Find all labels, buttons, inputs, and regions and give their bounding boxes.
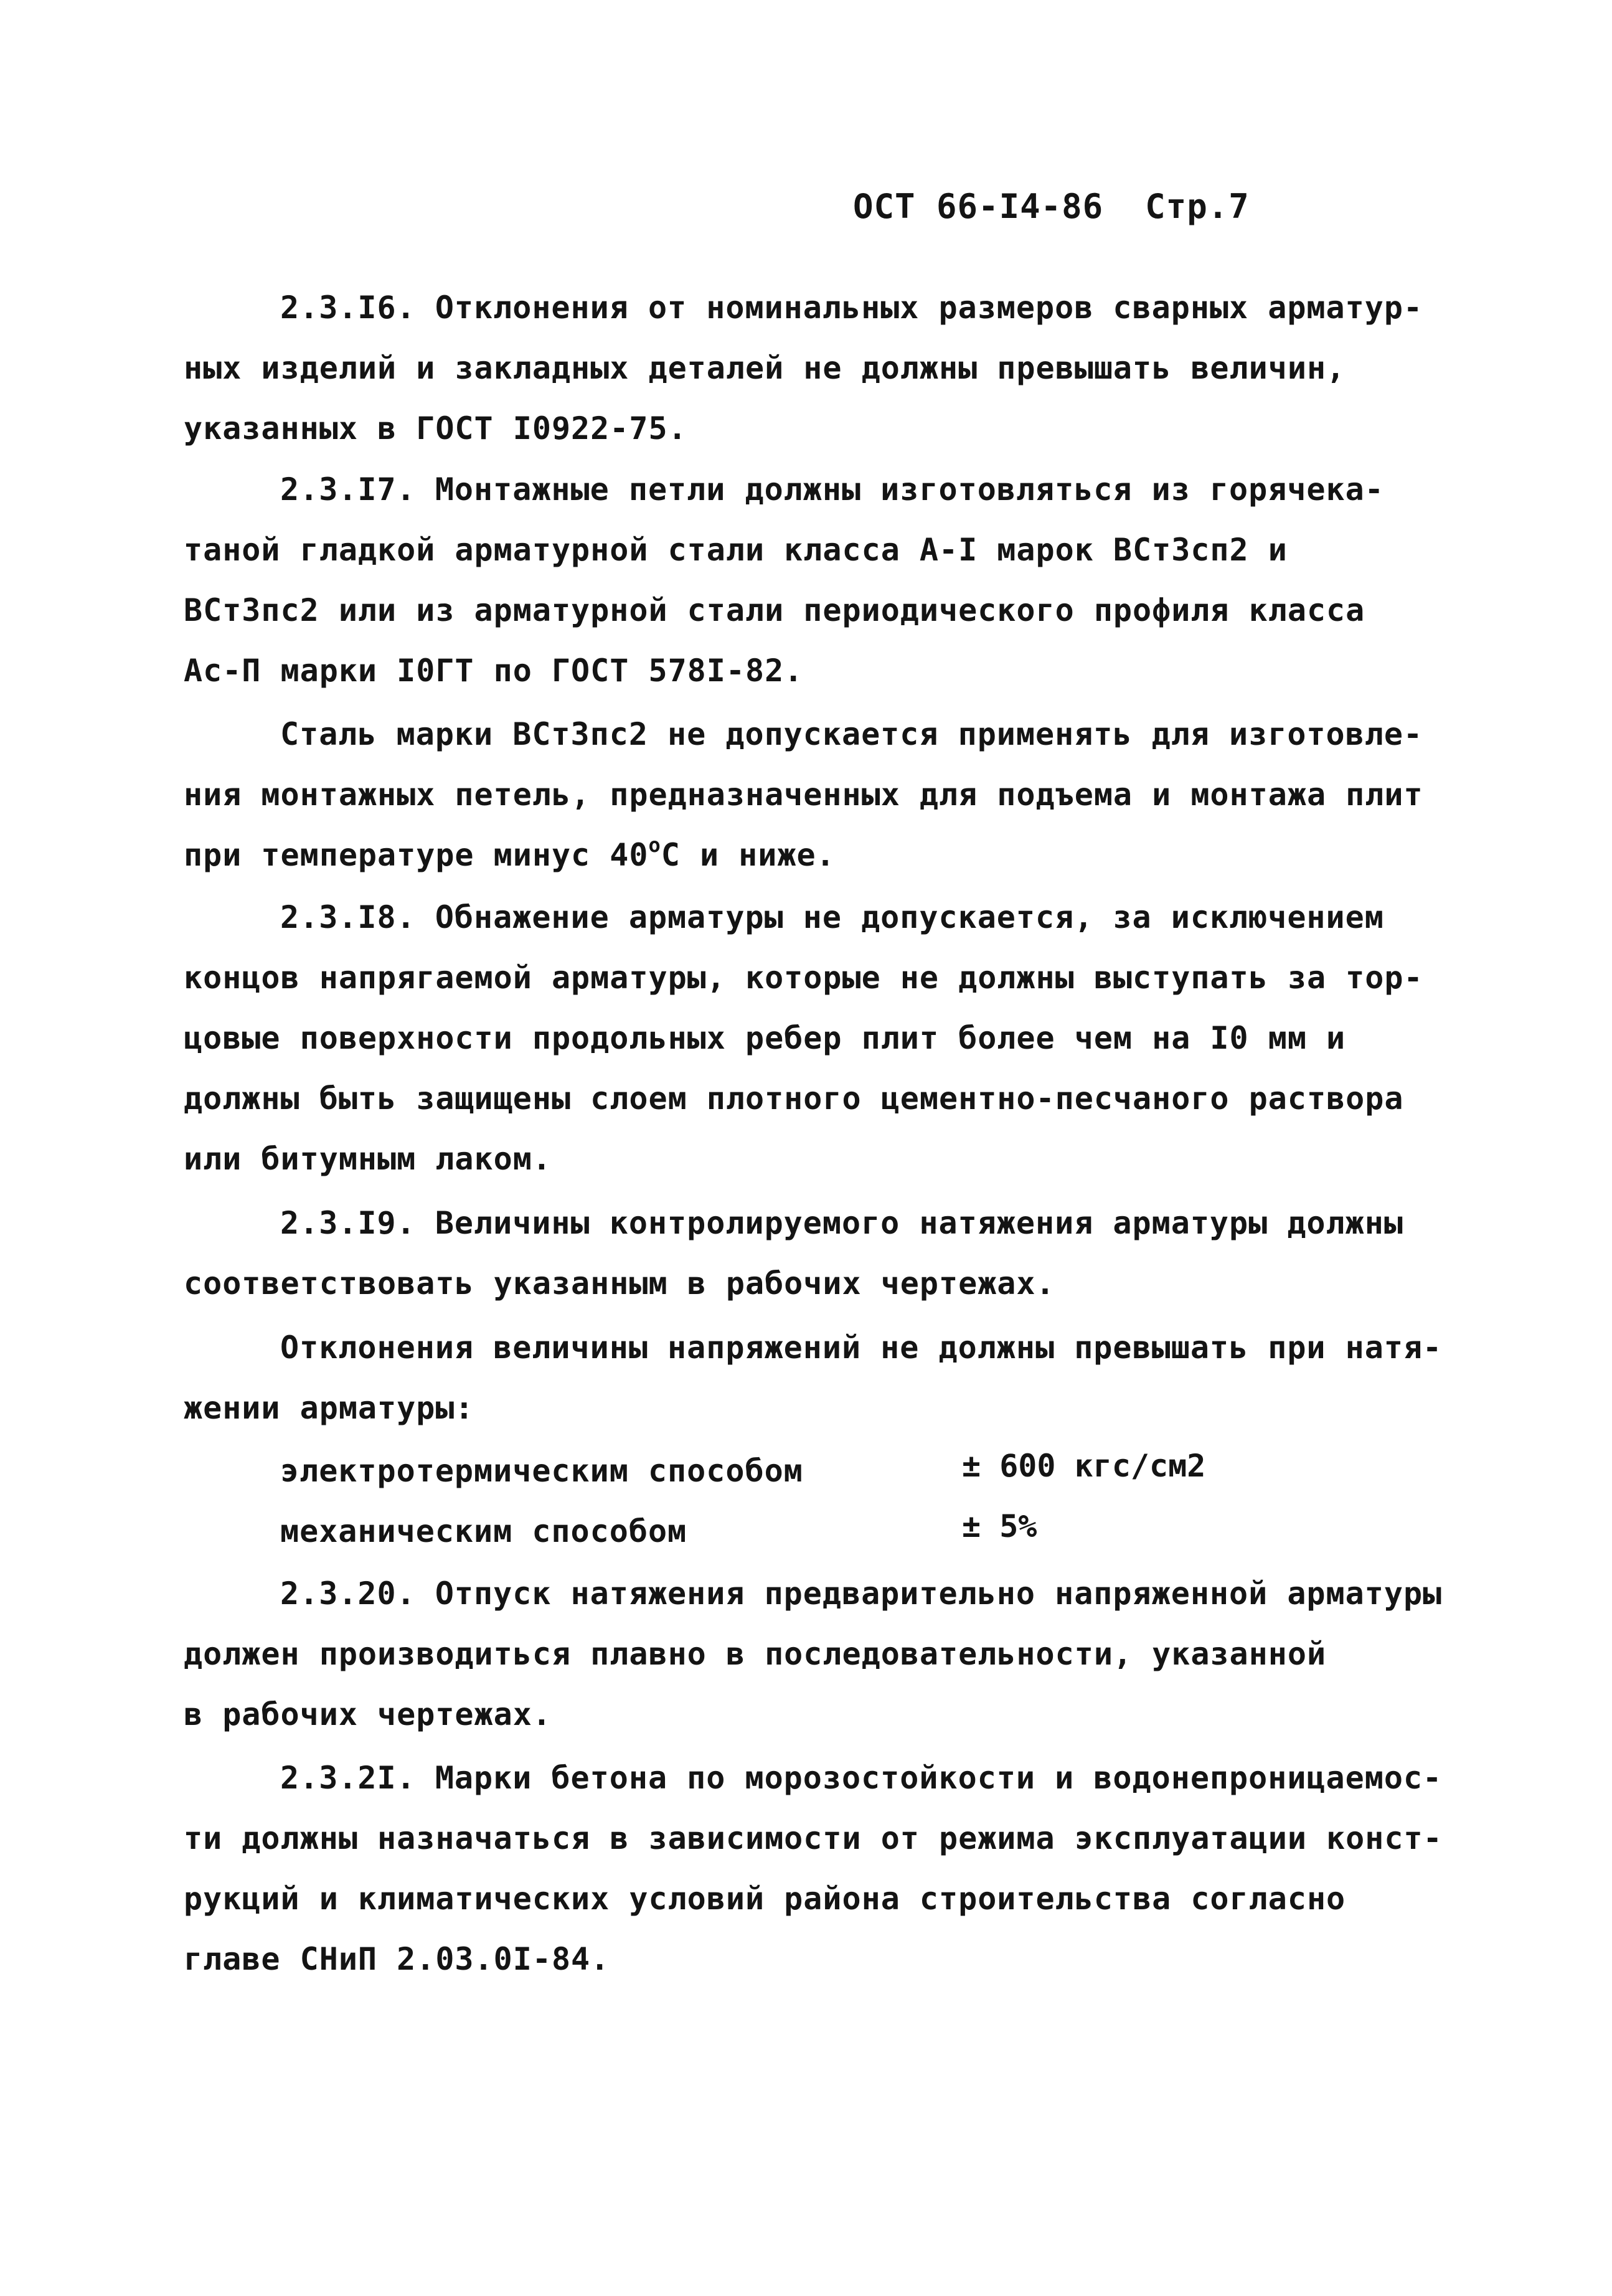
- document-number: ОСТ 66-I4-86: [853, 187, 1104, 226]
- paragraph-2-3-17-line-3: ВСт3пс2 или из арматурной стали периодического профиля класса: [184, 592, 1365, 628]
- paragraph-2-3-21-line-1: 2.3.2I. Марки бетона по морозостойкости и водонепроницаемос-: [280, 1760, 1443, 1796]
- paragraph-2-3-19-line-2: соответствовать указанным в рабочих чертежах.: [184, 1265, 1055, 1302]
- paragraph-2-3-18-line-4: должны быть защищены слоем плотного цементно-песчаного раствора: [184, 1080, 1404, 1117]
- paragraph-2-3-17-line-2: таной гладкой арматурной стали класса А-I марок ВСт3сп2 и: [184, 532, 1288, 568]
- paragraph-2-3-20-line-1: 2.3.20. Отпуск натяжения предварительно напряженной арматуры: [280, 1576, 1443, 1612]
- tolerance-method: электротермическим способом: [280, 1453, 803, 1489]
- paragraph-2-3-17-line-4: Ас-П марки I0ГТ по ГОСТ 578I-82.: [184, 653, 804, 689]
- steel-note-line-3: при температуре минус $40^оС$ и ниже.: [184, 833, 836, 873]
- paragraph-2-3-21-line-2: ти должны назначаться в зависимости от режима эксплуатации конст-: [184, 1820, 1443, 1856]
- paragraph-2-3-17-line-1: 2.3.I7. Монтажные петли должны изготовляться из горячека-: [280, 471, 1384, 508]
- tolerance-value: ± 5%: [962, 1508, 1037, 1544]
- degree-sign: о: [648, 833, 661, 857]
- tolerance-method: механическим способом: [280, 1513, 687, 1549]
- paragraph-2-3-18-line-3: цовые поверхности продольных ребер плит более чем на I0 мм и: [184, 1020, 1346, 1056]
- page-number: Стр.7: [1145, 187, 1250, 226]
- paragraph-2-3-20-line-3: в рабочих чертежах.: [184, 1696, 552, 1732]
- steel-note-line-2: ния монтажных петель, предназначенных для подъема и монтажа плит: [184, 777, 1423, 813]
- paragraph-2-3-16-line-3: указанных в ГОСТ I0922-75.: [184, 410, 687, 446]
- paragraph-2-3-16-line-2: ных изделий и закладных деталей не должны превышать величин,: [184, 350, 1346, 386]
- tolerance-value: ± 600 кгс/см2: [962, 1448, 1206, 1484]
- paragraph-2-3-18-line-2: концов напрягаемой арматуры, которые не должны выступать за тор-: [184, 960, 1423, 996]
- paragraph-2-3-18-line-5: или битумным лаком.: [184, 1141, 552, 1177]
- paragraph-2-3-21-line-3: рукций и климатических условий района строительства согласно: [184, 1881, 1346, 1917]
- deviation-note-line-1: Отклонения величины напряжений не должны превышать при натя-: [280, 1330, 1443, 1366]
- paragraph-2-3-18-line-1: 2.3.I8. Обнажение арматуры не допускается, за исключением: [280, 899, 1384, 935]
- paragraph-2-3-16-line-1: 2.3.I6. Отклонения от номинальных размеров сварных арматур-: [280, 290, 1423, 326]
- deviation-note-line-2: жении арматуры:: [184, 1390, 474, 1426]
- paragraph-2-3-21-line-4: главе СНиП 2.03.0I-84.: [184, 1941, 610, 1977]
- paragraph-2-3-20-line-2: должен производиться плавно в последовательности, указанной: [184, 1636, 1327, 1672]
- page-header: [853, 187, 1250, 226]
- paragraph-2-3-19-line-1: 2.3.I9. Величины контролируемого натяжения арматуры должны: [280, 1205, 1403, 1241]
- steel-note-line-1: Сталь марки ВСт3пс2 не допускается применять для изготовле-: [280, 716, 1423, 752]
